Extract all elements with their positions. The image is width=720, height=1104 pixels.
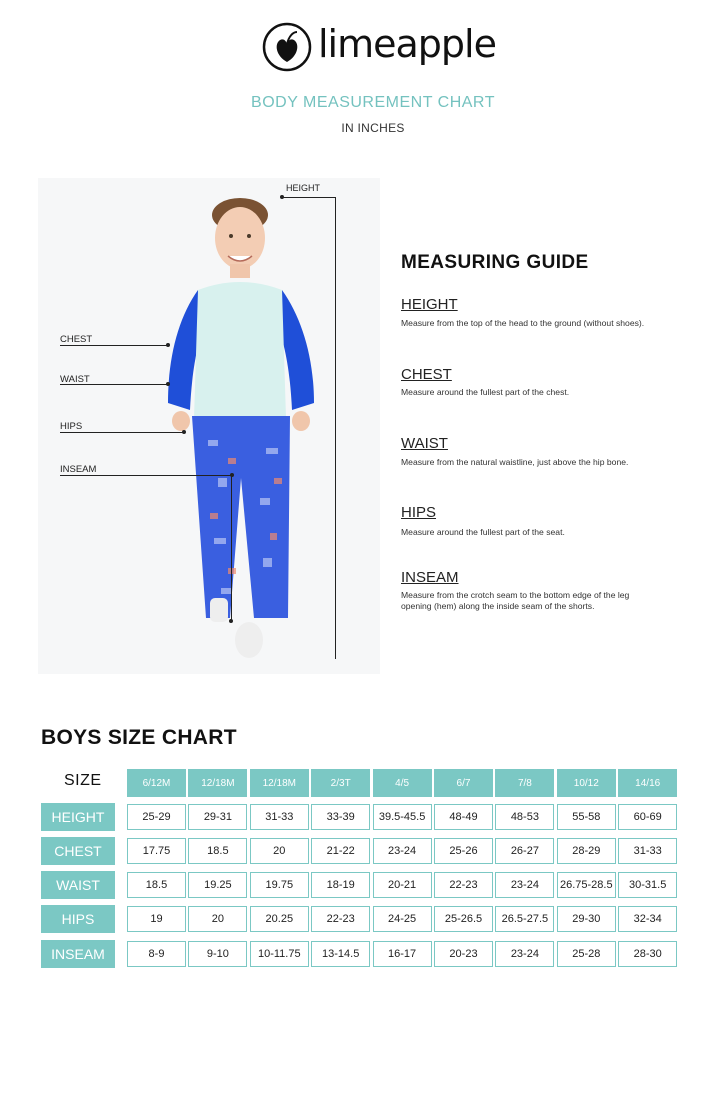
- table-cell: 22-23: [311, 906, 370, 932]
- size-header-cell: 14/16: [618, 769, 677, 797]
- table-cell: 20-21: [373, 872, 432, 898]
- table-cell: 20: [250, 838, 309, 864]
- guide-desc-height: Measure from the top of the head to the ground (without shoes).: [401, 318, 645, 328]
- size-header-cell: 6/12M: [127, 769, 186, 797]
- model-photo: [38, 178, 380, 674]
- table-cell: 26.75-28.5: [557, 872, 616, 898]
- row-label-inseam: INSEAM: [41, 940, 115, 968]
- chest-marker-dot: [166, 343, 170, 347]
- guide-desc-waist: Measure from the natural waistline, just above the hip bone.: [401, 457, 629, 467]
- boy-figure-illustration: [38, 178, 380, 674]
- brand-logo: [262, 22, 496, 72]
- table-cell: 25-28: [557, 941, 616, 967]
- table-cell: 25-29: [127, 804, 186, 830]
- table-cell: 16-17: [373, 941, 432, 967]
- table-cell: 29-30: [557, 906, 616, 932]
- page-subtitle: IN INCHES: [341, 121, 405, 135]
- guide-term-chest: CHEST: [401, 366, 452, 383]
- size-header-cell: 10/12: [557, 769, 616, 797]
- guide-term-height: HEIGHT: [401, 296, 458, 313]
- table-cell: 20-23: [434, 941, 493, 967]
- hips-marker-line: [60, 432, 184, 433]
- table-cell: 55-58: [557, 804, 616, 830]
- page-title: BODY MEASUREMENT CHART: [251, 94, 495, 111]
- waist-marker-label: WAIST: [60, 374, 90, 385]
- table-cell: 48-49: [434, 804, 493, 830]
- size-header-cell: 6/7: [434, 769, 493, 797]
- table-cell: 26.5-27.5: [495, 906, 554, 932]
- table-cell: 26-27: [495, 838, 554, 864]
- table-cell: 8-9: [127, 941, 186, 967]
- table-cell: 28-29: [557, 838, 616, 864]
- brand-name: limeapple: [318, 22, 496, 66]
- size-header-cell: 7/8: [495, 769, 554, 797]
- size-chart-heading: BOYS SIZE CHART: [41, 726, 237, 749]
- table-cell: 39.5-45.5: [373, 804, 432, 830]
- table-cell: 19.75: [250, 872, 309, 898]
- table-cell: 22-23: [434, 872, 493, 898]
- row-label-waist: WAIST: [41, 871, 115, 899]
- waist-marker-dot: [166, 382, 170, 386]
- table-cell: 18.5: [127, 872, 186, 898]
- table-cell: 20.25: [250, 906, 309, 932]
- table-cell: 23-24: [495, 872, 554, 898]
- height-marker-line: [282, 197, 336, 198]
- table-cell: 25-26.5: [434, 906, 493, 932]
- table-cell: 25-26: [434, 838, 493, 864]
- guide-desc-hips: Measure around the fullest part of the seat.: [401, 527, 565, 537]
- inseam-vertical-line: [231, 475, 232, 621]
- table-cell: 48-53: [495, 804, 554, 830]
- row-label-chest: CHEST: [41, 837, 115, 865]
- table-cell: 20: [188, 906, 247, 932]
- inseam-marker-label: INSEAM: [60, 464, 97, 475]
- chest-marker-label: CHEST: [60, 334, 93, 345]
- table-cell: 19.25: [188, 872, 247, 898]
- table-cell: 18-19: [311, 872, 370, 898]
- table-cell: 32-34: [618, 906, 677, 932]
- chest-marker-line: [60, 345, 168, 346]
- table-cell: 28-30: [618, 941, 677, 967]
- row-label-hips: HIPS: [41, 905, 115, 933]
- table-cell: 60-69: [618, 804, 677, 830]
- apple-leaf-logo-icon: [262, 22, 312, 72]
- table-cell: 31-33: [250, 804, 309, 830]
- table-cell: 23-24: [495, 941, 554, 967]
- table-cell: 21-22: [311, 838, 370, 864]
- guide-term-inseam: INSEAM: [401, 569, 459, 586]
- hips-marker-label: HIPS: [60, 421, 83, 432]
- inseam-marker-line: [60, 475, 232, 476]
- waist-marker-line: [60, 384, 168, 385]
- table-cell: 30-31.5: [618, 872, 677, 898]
- table-cell: 23-24: [373, 838, 432, 864]
- table-cell: 13-14.5: [311, 941, 370, 967]
- guide-term-hips: HIPS: [401, 504, 437, 521]
- table-cell: 9-10: [188, 941, 247, 967]
- size-header-cell: 4/5: [373, 769, 432, 797]
- size-header-cell: 2/3T: [311, 769, 370, 797]
- measuring-guide-heading: MEASURING GUIDE: [401, 252, 589, 273]
- height-marker-label: HEIGHT: [286, 183, 321, 193]
- guide-term-waist: WAIST: [401, 435, 448, 452]
- size-header-cell: 12/18M: [250, 769, 309, 797]
- hips-marker-dot: [182, 430, 186, 434]
- guide-desc-inseam: Measure from the crotch seam to the bottom edge of the leg opening (hem) along the inside seam of the shorts.: [401, 590, 630, 611]
- size-header-cell: 12/18M: [188, 769, 247, 797]
- height-marker-dot: [280, 195, 284, 199]
- guide-desc-chest: Measure around the fullest part of the chest.: [401, 387, 570, 397]
- table-cell: 29-31: [188, 804, 247, 830]
- size-column-label: SIZE: [64, 772, 102, 789]
- height-vertical-line: [335, 197, 336, 659]
- row-label-height: HEIGHT: [41, 803, 115, 831]
- table-cell: 31-33: [618, 838, 677, 864]
- table-cell: 19: [127, 906, 186, 932]
- inseam-end-dot: [229, 619, 233, 623]
- table-cell: 24-25: [373, 906, 432, 932]
- table-cell: 17.75: [127, 838, 186, 864]
- table-cell: 10-11.75: [250, 941, 309, 967]
- table-cell: 33-39: [311, 804, 370, 830]
- table-cell: 18.5: [188, 838, 247, 864]
